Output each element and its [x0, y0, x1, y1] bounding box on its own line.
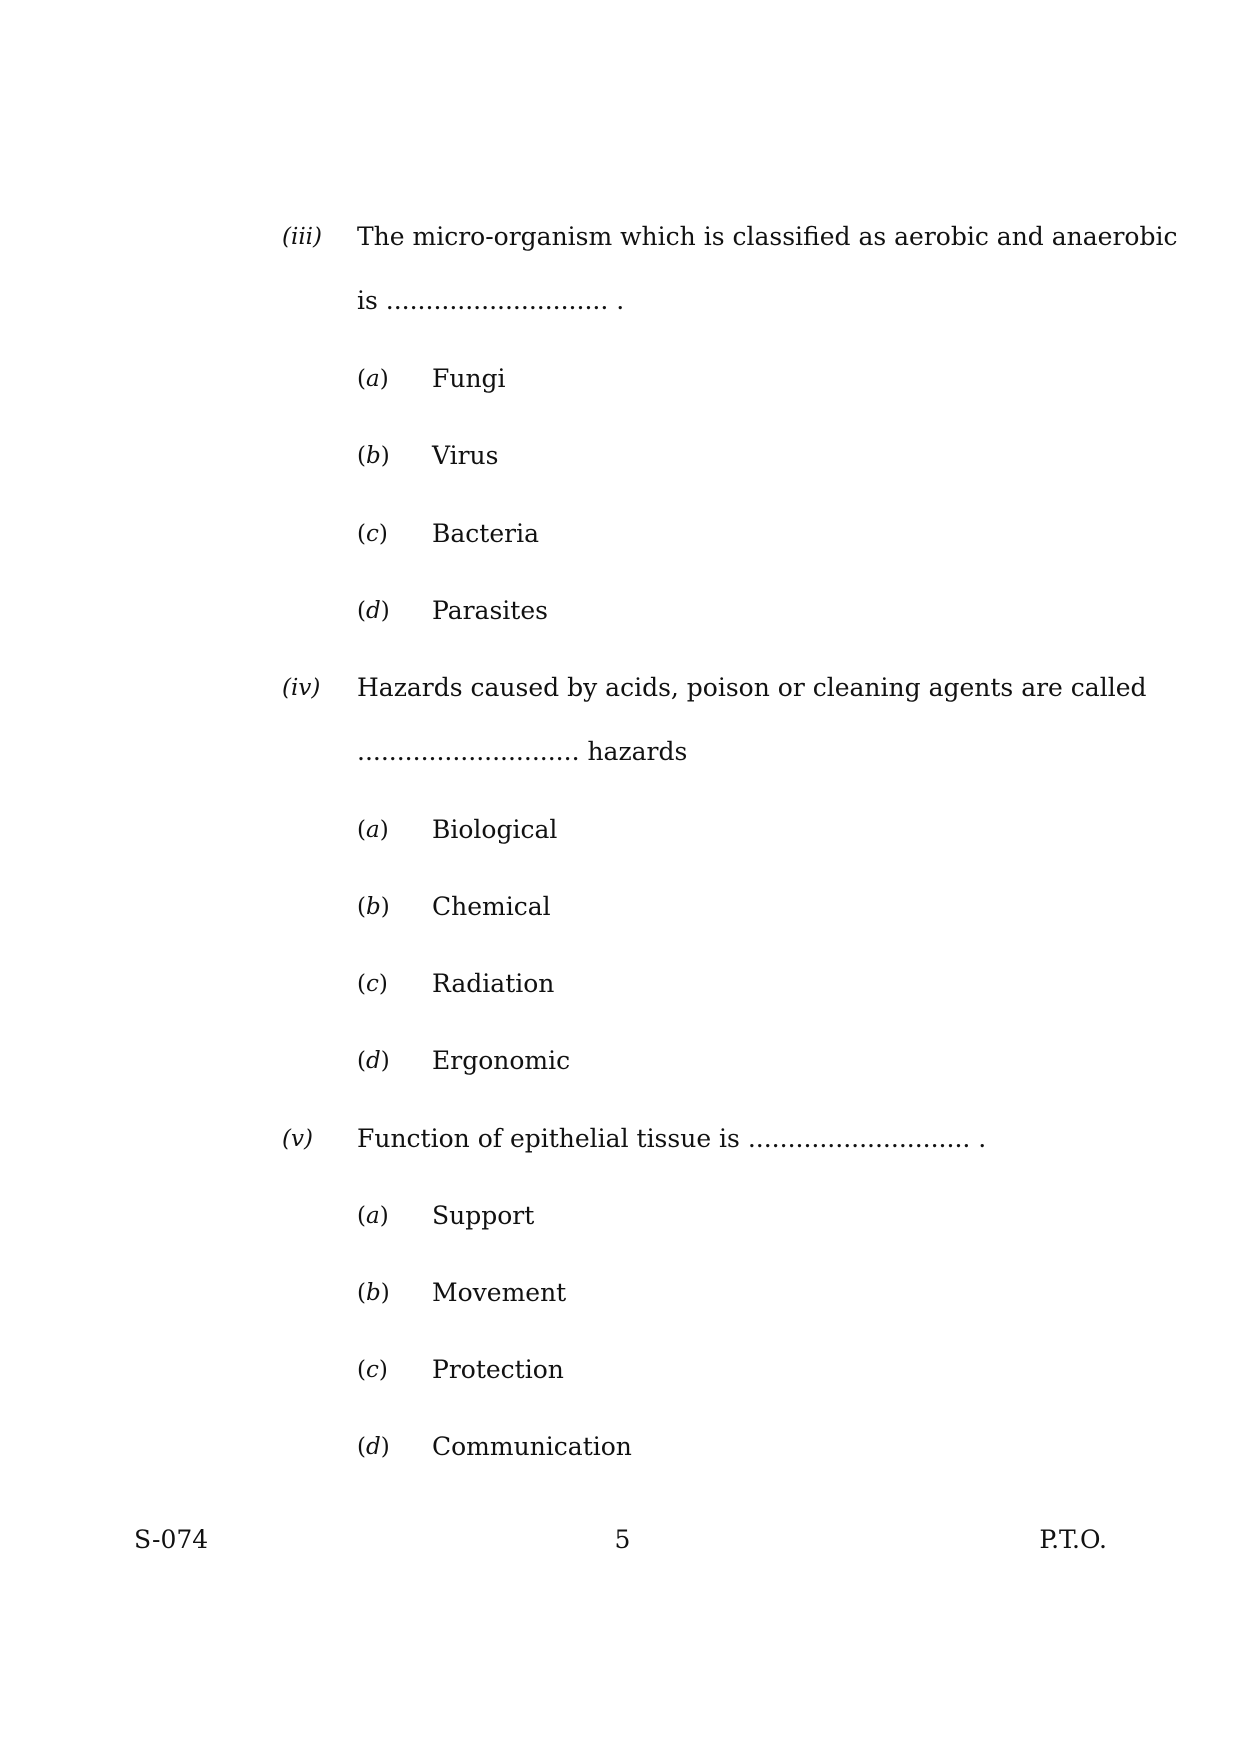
question-number: (iii)	[282, 224, 323, 250]
option-text: Biological	[432, 815, 558, 844]
option-letter: (b)	[357, 894, 390, 920]
paper-code: S-074	[134, 1525, 209, 1554]
option-letter: (d)	[357, 1048, 390, 1074]
option-letter: (a)	[357, 366, 389, 392]
question-text: Function of epithelial tissue is ............................ .	[357, 1124, 987, 1153]
page-number: 5	[614, 1525, 631, 1554]
question-number: (v)	[282, 1126, 313, 1152]
option-letter: (a)	[357, 817, 389, 843]
option-letter: (b)	[357, 443, 390, 469]
question-text-continued: ............................ hazards	[357, 737, 688, 766]
option-letter: (d)	[357, 1434, 390, 1460]
option-letter: (a)	[357, 1203, 389, 1229]
option-text: Support	[432, 1201, 535, 1230]
question-text-continued: is ............................ .	[357, 286, 625, 315]
option-text: Movement	[432, 1278, 567, 1307]
option-text: Communication	[432, 1432, 632, 1461]
option-letter: (d)	[357, 598, 390, 624]
option-text: Radiation	[432, 969, 555, 998]
option-text: Parasites	[432, 596, 548, 625]
option-letter: (c)	[357, 1357, 388, 1383]
option-text: Bacteria	[432, 519, 539, 548]
option-letter: (b)	[357, 1280, 390, 1306]
question-number: (iv)	[282, 675, 321, 701]
option-text: Protection	[432, 1355, 564, 1384]
pto-label: P.T.O.	[1039, 1525, 1107, 1554]
option-text: Ergonomic	[432, 1046, 571, 1075]
question-text: Hazards caused by acids, poison or cleaning agents are called	[357, 673, 1147, 702]
option-text: Virus	[432, 441, 499, 470]
option-text: Fungi	[432, 364, 506, 393]
option-letter: (c)	[357, 971, 388, 997]
question-text: The micro-organism which is classified as aerobic and anaerobic	[357, 222, 1178, 251]
option-letter: (c)	[357, 521, 388, 547]
option-text: Chemical	[432, 892, 551, 921]
